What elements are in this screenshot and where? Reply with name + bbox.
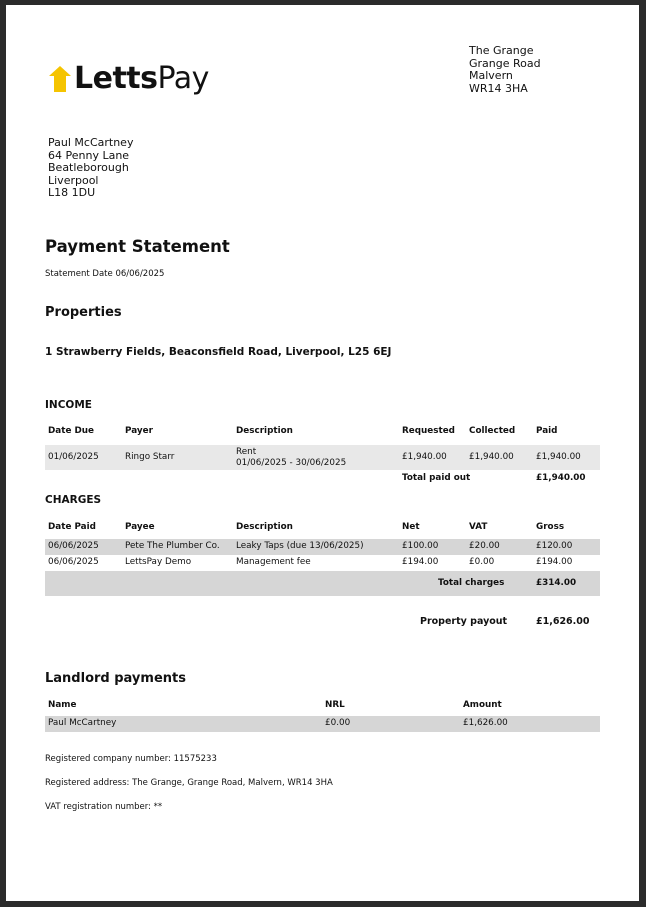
property-address: 1 Strawberry Fields, Beaconsfield Road, Liverpool, L25 6EJ — [45, 346, 392, 358]
company-address — [469, 45, 541, 95]
company-address-line: WR14 3HA — [469, 81, 528, 95]
landlord-header-row — [45, 700, 600, 714]
logo-wordmark-part1: Letts — [74, 61, 158, 96]
properties-heading: Properties — [45, 305, 122, 320]
statement-page — [6, 5, 639, 901]
landlord-heading: Landlord payments — [45, 671, 186, 686]
logo-wordmark-part2: Pay — [157, 61, 209, 96]
column-header: Paid — [536, 426, 558, 436]
company-address-line: Grange Road — [469, 56, 541, 70]
column-header: Amount — [463, 700, 502, 710]
income-heading: INCOME — [45, 399, 92, 411]
income-collected: £1,940.00 — [469, 452, 514, 462]
vat-number: VAT registration number: ** — [45, 802, 163, 812]
column-header: NRL — [325, 700, 345, 710]
column-header: Gross — [536, 522, 565, 532]
property-payout-row — [45, 616, 600, 630]
recipient-address-line: Liverpool — [48, 173, 99, 187]
landlord-amount: £1,626.00 — [463, 718, 508, 728]
column-header: Description — [236, 426, 293, 436]
recipient-address-line: L18 1DU — [48, 186, 96, 200]
page-title: Payment Statement — [45, 237, 230, 256]
charge-vat: £20.00 — [469, 541, 500, 551]
landlord-table — [45, 700, 600, 732]
income-description: Rent — [236, 447, 257, 457]
charge-gross: £120.00 — [536, 541, 573, 551]
charge-vat: £0.00 — [469, 557, 495, 567]
income-requested: £1,940.00 — [402, 452, 447, 462]
logo-wordmark — [74, 61, 209, 96]
charges-total-row — [45, 571, 600, 596]
column-header: Requested — [402, 426, 455, 436]
income-total-row — [45, 473, 600, 487]
charge-date: 06/06/2025 — [48, 557, 99, 567]
column-header: Collected — [469, 426, 516, 436]
charge-description: Management fee — [236, 557, 311, 567]
charge-net: £100.00 — [402, 541, 439, 551]
recipient-address-line: 64 Penny Lane — [48, 148, 130, 162]
recipient-address-line: Paul McCartney — [48, 136, 134, 149]
total-charges-label: Total charges — [438, 578, 505, 588]
company-address-line: Malvern — [469, 69, 513, 83]
company-number: Registered company number: 11575233 — [45, 754, 217, 764]
registered-address: Registered address: The Grange, Grange Road, Malvern, WR14 3HA — [45, 778, 333, 788]
charges-table — [45, 522, 600, 596]
table-row — [45, 445, 600, 470]
property-payout-label: Property payout — [420, 616, 508, 627]
landlord-name: Paul McCartney — [48, 718, 117, 728]
company-address-line: The Grange — [469, 44, 534, 57]
column-header: VAT — [469, 522, 488, 532]
income-description-period: 01/06/2025 - 30/06/2025 — [236, 458, 347, 468]
column-header: Payee — [125, 522, 155, 532]
table-row — [45, 716, 600, 732]
charges-header-row — [45, 522, 600, 536]
recipient-address — [48, 137, 133, 200]
charge-gross: £194.00 — [536, 557, 573, 567]
property-payout-value: £1,626.00 — [536, 616, 590, 627]
column-header: Name — [48, 700, 77, 710]
income-paid: £1,940.00 — [536, 452, 581, 462]
income-date: 01/06/2025 — [48, 452, 99, 462]
recipient-address-line: Beatleborough — [48, 161, 129, 175]
total-charges-value: £314.00 — [536, 578, 577, 588]
income-payer: Ringo Starr — [125, 452, 175, 462]
property-payout — [45, 616, 600, 630]
charge-payee: Pete The Plumber Co. — [125, 541, 220, 551]
income-table — [45, 426, 600, 487]
landlord-nrl: £0.00 — [325, 718, 351, 728]
charge-description: Leaky Taps (due 13/06/2025) — [236, 541, 364, 551]
statement-date: Statement Date 06/06/2025 — [45, 269, 165, 279]
column-header: Date Due — [48, 426, 95, 436]
total-paid-out-label: Total paid out — [402, 473, 471, 483]
charge-net: £194.00 — [402, 557, 439, 567]
lettspay-logo — [49, 57, 209, 101]
charge-date: 06/06/2025 — [48, 541, 99, 551]
column-header: Date Paid — [48, 522, 96, 532]
table-row — [45, 555, 600, 571]
table-row — [45, 539, 600, 555]
house-icon — [49, 65, 71, 93]
column-header: Net — [402, 522, 420, 532]
column-header: Description — [236, 522, 293, 532]
column-header: Payer — [125, 426, 153, 436]
income-header-row — [45, 426, 600, 440]
total-paid-out-value: £1,940.00 — [536, 473, 586, 483]
charges-heading: CHARGES — [45, 494, 102, 506]
charge-payee: LettsPay Demo — [125, 557, 192, 567]
